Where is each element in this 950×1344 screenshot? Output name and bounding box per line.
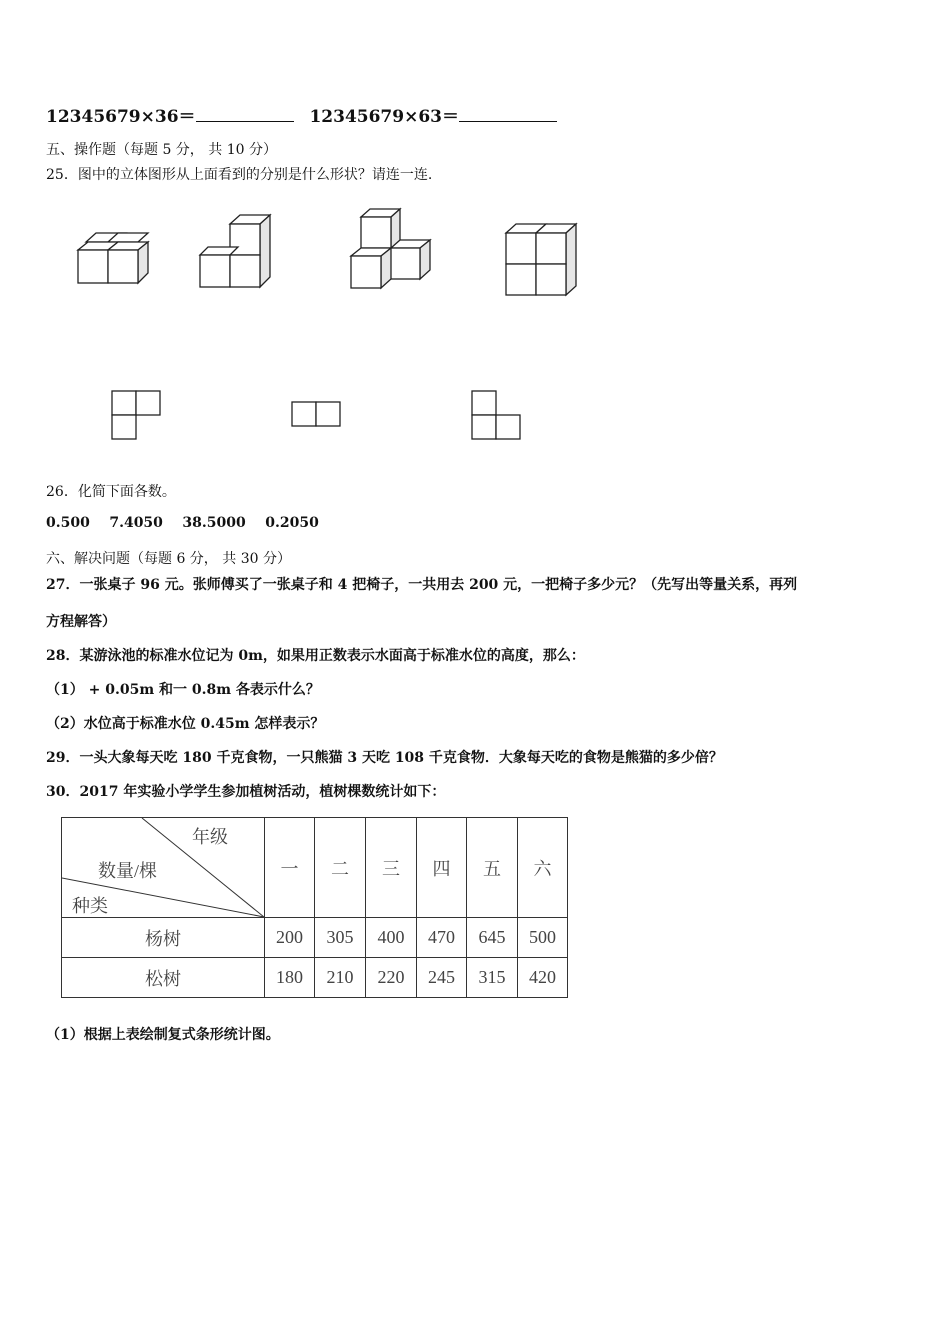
diagonal-header-cell bbox=[62, 818, 265, 918]
question-25: 25．图中的立体图形从上面看到的分别是什么形状？请连一连. bbox=[46, 167, 433, 183]
table-cell: 305 bbox=[315, 918, 366, 958]
calc-expr-1: 12345679×36＝ bbox=[46, 107, 196, 127]
question-27-line-1: 27．一张桌子 96 元。张师傅买了一张桌子和 4 把椅子，一共用去 200 元，一把椅子多少元？（先写出等量关系，再列 bbox=[46, 577, 798, 593]
grade-header: 二 bbox=[315, 818, 366, 918]
header-quantity: 数量/棵 bbox=[98, 861, 158, 881]
table-cell: 180 bbox=[265, 958, 315, 998]
table-cell: 420 bbox=[518, 958, 568, 998]
row-label: 松树 bbox=[62, 958, 265, 998]
question-27-line-2: 方程解答） bbox=[46, 614, 116, 630]
table-header-row bbox=[62, 818, 568, 918]
table-cell: 645 bbox=[467, 918, 518, 958]
answer-blank-1[interactable] bbox=[196, 107, 294, 122]
table-cell: 400 bbox=[366, 918, 417, 958]
top-view-shape-1 bbox=[110, 389, 164, 441]
question-30-sub-1: （1）根据上表绘制复式条形统计图。 bbox=[46, 1027, 280, 1043]
question-30: 30．2017 年实验小学学生参加植树活动，植树棵数统计如下： bbox=[46, 784, 446, 800]
table-cell: 500 bbox=[518, 918, 568, 958]
table-cell: 210 bbox=[315, 958, 366, 998]
question-28-sub-2: （2）水位高于标准水位 0.45m 怎样表示？ bbox=[46, 716, 325, 732]
table-cell: 200 bbox=[265, 918, 315, 958]
tree-count-table bbox=[61, 817, 568, 998]
section-6-title: 六、解决问题（每题 6 分， 共 30 分） bbox=[46, 551, 291, 567]
top-view-shape-2 bbox=[290, 400, 344, 430]
top-view-shape-3 bbox=[470, 389, 524, 441]
question-28: 28．某游泳池的标准水位记为 0m，如果用正数表示水面高于标准水位的高度，那么： bbox=[46, 648, 585, 664]
question-26-numbers: 0.500 7.4050 38.5000 0.2050 bbox=[46, 515, 319, 531]
table-cell: 220 bbox=[366, 958, 417, 998]
row-label: 杨树 bbox=[62, 918, 265, 958]
solid-figure-4 bbox=[498, 218, 584, 300]
grade-header: 五 bbox=[467, 818, 518, 918]
header-kind: 种类 bbox=[72, 896, 108, 916]
table-cell: 315 bbox=[467, 958, 518, 998]
grade-header: 一 bbox=[265, 818, 315, 918]
question-28-sub-1: （1） + 0.05m 和一 0.8m 各表示什么？ bbox=[46, 682, 320, 698]
table-row bbox=[62, 958, 568, 998]
solid-figure-3 bbox=[344, 204, 438, 294]
section-5-title: 五、操作题（每题 5 分， 共 10 分） bbox=[46, 142, 277, 158]
answer-blank-2[interactable] bbox=[459, 107, 557, 122]
calc-expr-2: 12345679×63＝ bbox=[309, 107, 459, 127]
grade-header: 六 bbox=[518, 818, 568, 918]
header-grade: 年级 bbox=[192, 827, 228, 847]
table-cell: 470 bbox=[417, 918, 467, 958]
table-row bbox=[62, 918, 568, 958]
grade-header: 三 bbox=[366, 818, 417, 918]
table-cell: 245 bbox=[417, 958, 467, 998]
solid-figure-2 bbox=[192, 209, 276, 293]
solid-figure-1 bbox=[70, 228, 160, 290]
question-26: 26．化简下面各数。 bbox=[46, 484, 176, 500]
grade-header: 四 bbox=[417, 818, 467, 918]
question-29: 29．一头大象每天吃 180 千克食物，一只熊猫 3 天吃 108 千克食物．大象每天吃的食物是熊猫的多少倍？ bbox=[46, 750, 723, 766]
calc-line bbox=[46, 102, 567, 127]
